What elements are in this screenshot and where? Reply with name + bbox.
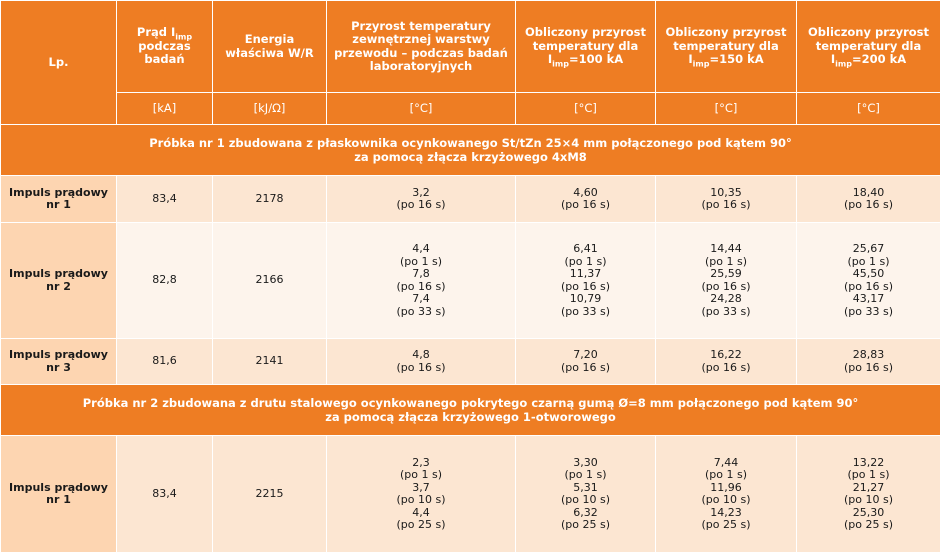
unit-energy: [kJ/Ω] (213, 93, 327, 125)
measured-temp-value: 3,2 (po 16 s) (327, 176, 516, 223)
header-lp: Lp. (1, 1, 117, 125)
measured-temp-value: 2,3 (po 1 s) 3,7 (po 10 s) 4,4 (po 25 s) (327, 436, 516, 553)
temp-100-value: 3,30 (po 1 s) 5,31 (po 10 s) 6,32 (po 25 s) (516, 436, 656, 553)
current-value: 82,8 (117, 223, 213, 339)
unit-current: [kA] (117, 93, 213, 125)
section-title: Próbka nr 2 zbudowana z drutu stalowego ocynkowanego pokrytego czarną gumą Ø=8 mm połączonego pod kątem 90° za pomocą złącza krzyżowego 1-otworowego (1, 385, 940, 436)
measured-temp-value: 4,4 (po 1 s) 7,8 (po 16 s) 7,4 (po 33 s) (327, 223, 516, 339)
row-label: Impuls prądowy nr 2 (1, 223, 117, 339)
header-temp-100: Obliczony przyrost temperatury dla $I_{imp}=100$ kA (516, 1, 656, 93)
temp-200-value: 13,22 (po 1 s) 21,27 (po 10 s) 25,30 (po 25 s) (797, 436, 940, 553)
row-label: Impuls prądowy nr 1 (1, 436, 117, 553)
temp-200-value: 28,83 (po 16 s) (797, 339, 940, 385)
temp-100-value: 4,60 (po 16 s) (516, 176, 656, 223)
temp-150-value: 7,44 (po 1 s) 11,96 (po 10 s) 14,23 (po 25 s) (656, 436, 797, 553)
energy-value: 2215 (213, 436, 327, 553)
energy-value: 2166 (213, 223, 327, 339)
measured-temp-value: 4,8 (po 16 s) (327, 339, 516, 385)
current-value: 83,4 (117, 176, 213, 223)
unit-measured-temp: [°C] (327, 93, 516, 125)
temp-200-value: 18,40 (po 16 s) (797, 176, 940, 223)
current-value: 83,4 (117, 436, 213, 553)
temp-200-value: 25,67 (po 1 s) 45,50 (po 16 s) 43,17 (po 33 s) (797, 223, 940, 339)
energy-value: 2178 (213, 176, 327, 223)
energy-value: 2141 (213, 339, 327, 385)
temp-100-value: 7,20 (po 16 s) (516, 339, 656, 385)
table-row (1, 223, 940, 339)
table-row (1, 176, 940, 223)
temp-100-value: 6,41 (po 1 s) 11,37 (po 16 s) 10,79 (po 33 s) (516, 223, 656, 339)
header-measured-temp: Przyrost temperatury zewnętrznej warstwy przewodu – podczas badań laboratoryjnych (327, 1, 516, 93)
temp-150-value: 14,44 (po 1 s) 25,59 (po 16 s) 24,28 (po 33 s) (656, 223, 797, 339)
header-temp-200: Obliczony przyrost temperatury dla $I_{imp}=200$ kA (797, 1, 940, 93)
temp-150-value: 10,35 (po 16 s) (656, 176, 797, 223)
header-current: Prąd $I_{imp}$ podczas badań (117, 1, 213, 93)
unit-temp-200: [°C] (797, 93, 940, 125)
unit-temp-150: [°C] (656, 93, 797, 125)
table-row (1, 339, 940, 385)
header-energy: Energia właściwa W/R (213, 1, 327, 93)
row-label: Impuls prądowy nr 3 (1, 339, 117, 385)
table-row (1, 436, 940, 553)
temp-150-value: 16,22 (po 16 s) (656, 339, 797, 385)
section-title: Próbka nr 1 zbudowana z płaskownika ocynkowanego St/tZn 25×4 mm połączonego pod kątem 90° za pomocą złącza krzyżowego 4xM8 (1, 125, 940, 176)
unit-temp-100: [°C] (516, 93, 656, 125)
row-label: Impuls prądowy nr 1 (1, 176, 117, 223)
current-value: 81,6 (117, 339, 213, 385)
header-temp-150: Obliczony przyrost temperatury dla $I_{imp}=150$ kA (656, 1, 797, 93)
